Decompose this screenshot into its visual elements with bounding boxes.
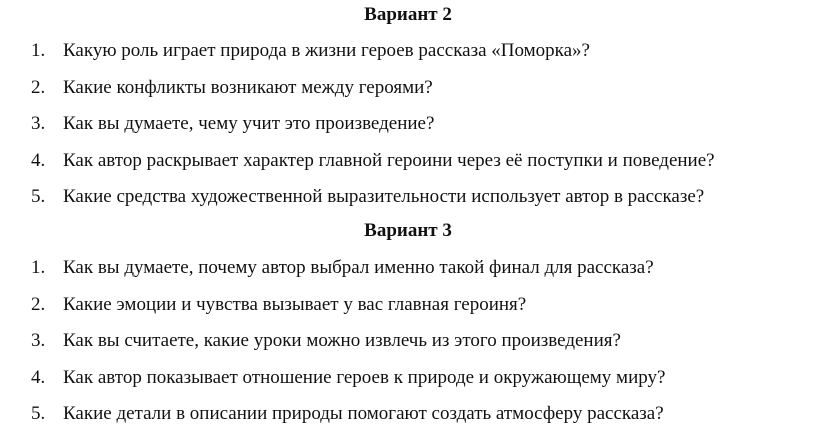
question-item (0, 40, 816, 77)
question-number: 5. (31, 403, 46, 424)
question-text: Как автор показывает отношение героев к природе и окружающему миру? (63, 366, 666, 388)
question-item (0, 186, 816, 223)
question-text: Как вы думаете, чему учит это произведение? (63, 113, 435, 134)
variant-3-question-list (0, 257, 816, 434)
question-text: Как вы думаете, почему автор выбрал именно такой финал для рассказа? (63, 257, 654, 278)
question-item (0, 77, 816, 114)
variant-2-heading: Вариант 2 (364, 4, 452, 25)
variant-2-question-list (0, 40, 816, 223)
question-number: 3. (31, 113, 46, 134)
question-text: Какую роль играет природа в жизни героев рассказа «Поморка»? (63, 40, 590, 61)
question-text: Как автор раскрывает характер главной героини через её поступки и поведение? (63, 149, 715, 171)
question-number: 4. (31, 149, 46, 171)
question-text: Как вы считаете, какие уроки можно извлечь из этого произведения? (63, 330, 621, 351)
question-text: Какие конфликты возникают между героями? (63, 76, 433, 98)
question-item (0, 294, 816, 331)
question-number: 4. (31, 366, 46, 388)
question-item (0, 150, 816, 187)
question-number: 1. (31, 257, 46, 278)
question-number: 5. (31, 186, 46, 207)
question-item (0, 257, 816, 294)
question-item (0, 367, 816, 404)
variant-3-heading: Вариант 3 (364, 220, 452, 241)
question-number: 3. (31, 330, 46, 351)
question-text: Какие детали в описании природы помогают создать атмосферу рассказа? (63, 403, 664, 424)
question-text: Какие средства художественной выразительности использует автор в рассказе? (63, 186, 705, 207)
question-number: 2. (31, 293, 46, 315)
question-item (0, 403, 816, 434)
question-item (0, 113, 816, 150)
question-text: Какие эмоции и чувства вызывает у вас главная героиня? (63, 293, 527, 315)
question-number: 2. (31, 76, 46, 98)
question-item (0, 330, 816, 367)
question-number: 1. (31, 40, 46, 61)
